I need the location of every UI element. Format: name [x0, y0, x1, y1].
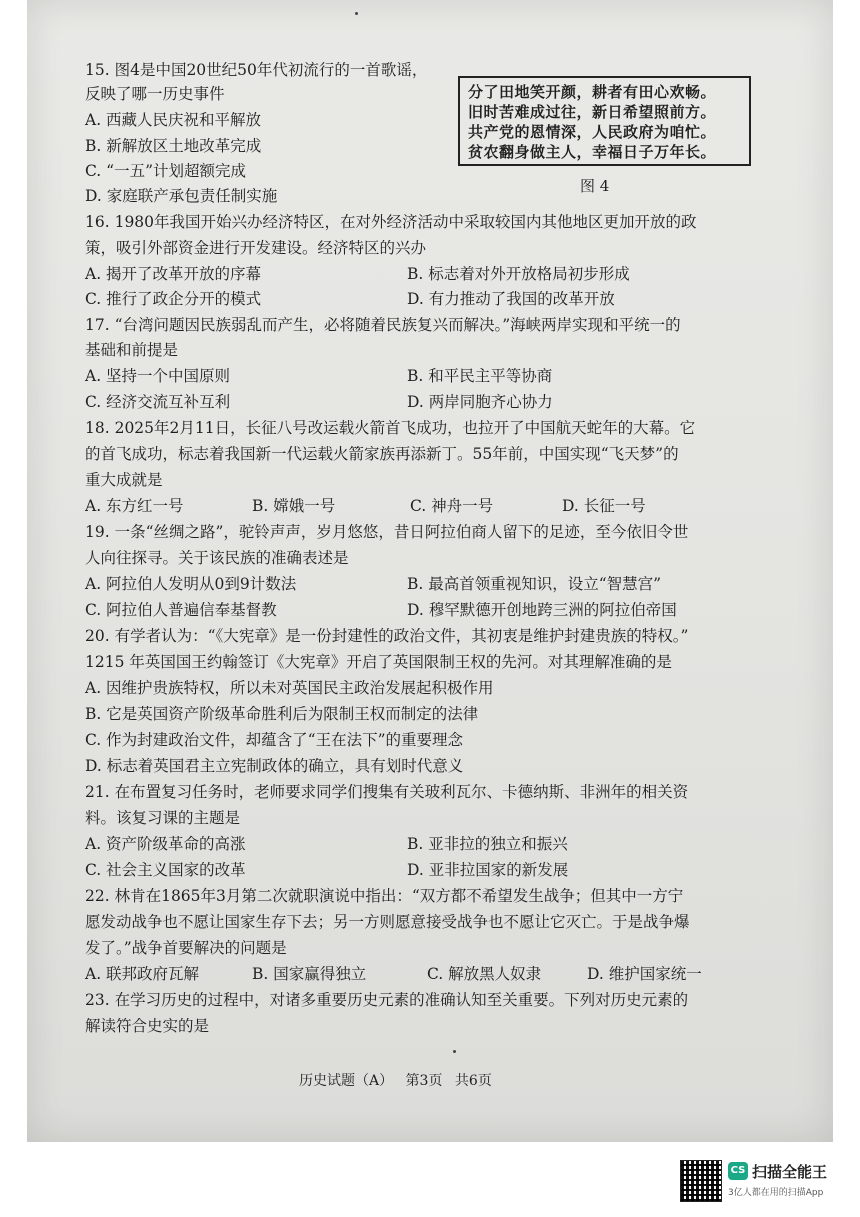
q18-stem-line2: 的首飞成功，标志着我国新一代运载火箭家族再添新丁。55年前，中国实现“飞天梦”的 — [85, 445, 679, 463]
q20-stem-line2: 1215 年英国国王约翰签订《大宪章》开启了英国限制王权的先河。对其理解准确的是 — [85, 653, 672, 671]
folk-song-box — [458, 76, 751, 166]
q21-option-a: A. 资产阶级革命的高涨 — [85, 835, 246, 853]
q20-option-b: B. 它是英国资产阶级革命胜利后为限制王权而制定的法律 — [85, 705, 479, 723]
q17-stem-line1: 17. “台湾问题因民族弱乱而产生，必将随着民族复兴而解决。”海峡两岸实现和平统一的 — [85, 316, 681, 334]
q22-stem-line1: 22. 林肯在1865年3月第二次就职演说中指出：“双方都不希望发生战争；但其中一方宁 — [85, 887, 684, 905]
camscanner-logo-icon: CS — [728, 1162, 748, 1180]
q20-option-d: D. 标志着英国君主立宪制政体的确立，具有划时代意义 — [85, 757, 464, 775]
q20-stem-line1: 20. 有学者认为：“《大宪章》是一份封建性的政治文件，其初衷是维护封建贵族的特权。” — [85, 627, 689, 645]
q20-option-c: C. 作为封建政治文件，却蕴含了“王在法下”的重要理念 — [85, 731, 464, 749]
scanner-watermark — [680, 1160, 840, 1204]
q18-option-d: D. 长征一号 — [562, 497, 646, 515]
q21-option-d: D. 亚非拉国家的新发展 — [407, 861, 569, 879]
figure-caption: 图 4 — [580, 177, 610, 195]
q16-option-a: A. 揭开了改革开放的序幕 — [85, 265, 262, 283]
q16-option-d: D. 有力推动了我国的改革开放 — [407, 290, 615, 308]
q19-stem-line2: 人向往探寻。关于该民族的准确表述是 — [85, 549, 349, 567]
watermark-tagline: 3亿人都在用的扫描App — [728, 1188, 824, 1198]
q19-option-b: B. 最高首领重视知识，设立“智慧宫” — [407, 575, 662, 593]
q21-stem-line1: 21. 在布置复习任务时，老师要求同学们搜集有关玻利瓦尔、卡德纳斯、非洲年的相关资 — [85, 783, 689, 801]
q21-stem-line2: 料。该复习课的主题是 — [85, 809, 241, 827]
q19-stem-line1: 19. 一条“丝绸之路”，驼铃声声，岁月悠悠，昔日阿拉伯商人留下的足迹，至今依旧令世 — [85, 523, 689, 541]
q23-stem-line1: 23. 在学习历史的过程中，对诸多重要历史元素的准确认知至关重要。下列对历史元素的 — [85, 991, 689, 1009]
q17-option-c: C. 经济交流互补互利 — [85, 393, 231, 411]
poem-line: 共产党的恩情深，人民政府为咱忙。 — [468, 123, 717, 141]
q22-stem-line3: 发了。”战争首要解决的问题是 — [85, 939, 287, 957]
q17-option-a: A. 坚持一个中国原则 — [85, 367, 231, 385]
q15-stem-line1: 15. 图4是中国20世纪50年代初流行的一首歌谣， — [85, 61, 428, 79]
q17-option-b: B. 和平民主平等协商 — [407, 367, 553, 385]
q19-option-c: C. 阿拉伯人普遍信奉基督教 — [85, 601, 277, 619]
q17-stem-line2: 基础和前提是 — [85, 341, 179, 359]
q18-stem-line3: 重大成就是 — [85, 471, 163, 489]
q15-option-b: B. 新解放区土地改革完成 — [85, 137, 262, 155]
q23-stem-line2: 解读符合史实的是 — [85, 1017, 210, 1035]
poem-line: 贫农翻身做主人，幸福日子万年长。 — [468, 143, 717, 161]
q18-option-a: A. 东方红一号 — [85, 497, 184, 515]
q19-option-a: A. 阿拉伯人发明从0到9计数法 — [85, 575, 297, 593]
q15-option-d: D. 家庭联产承包责任制实施 — [85, 187, 278, 205]
q17-option-d: D. 两岸同胞齐心协力 — [407, 393, 553, 411]
q22-option-c: C. 解放黑人奴隶 — [427, 965, 542, 983]
q22-option-b: B. 国家赢得独立 — [252, 965, 367, 983]
q18-option-b: B. 嫦娥一号 — [252, 497, 336, 515]
q21-option-c: C. 社会主义国家的改革 — [85, 861, 246, 879]
poem-line: 旧时苦难成过往，新日希望照前方。 — [468, 103, 717, 121]
q16-option-c: C. 推行了政企分开的模式 — [85, 290, 262, 308]
exam-page — [27, 0, 833, 1142]
page-footer: 历史试题（A） 第3页 共6页 — [299, 1073, 492, 1089]
q19-option-d: D. 穆罕默德开创地跨三洲的阿拉伯帝国 — [407, 601, 677, 619]
q22-option-d: D. 维护国家统一 — [587, 965, 702, 983]
q21-option-b: B. 亚非拉的独立和振兴 — [407, 835, 568, 853]
q15-stem-line2: 反映了哪一历史事件 — [85, 85, 225, 103]
q22-stem-line2: 愿发动战争也不愿让国家生存下去；另一方则愿意接受战争也不愿让它灭亡。于是战争爆 — [85, 913, 690, 931]
q22-option-a: A. 联邦政府瓦解 — [85, 965, 200, 983]
q16-stem-line1: 16. 1980年我国开始兴办经济特区，在对外经济活动中采取较国内其他地区更加开放的政 — [85, 213, 697, 231]
qr-code-icon — [680, 1160, 722, 1202]
q16-stem-line2: 策，吸引外部资金进行开发建设。经济特区的兴办 — [85, 239, 427, 257]
q18-option-c: C. 神舟一号 — [410, 497, 494, 515]
q15-option-c: C. “一五”计划超额完成 — [85, 162, 247, 180]
q16-option-b: B. 标志着对外开放格局初步形成 — [407, 265, 630, 283]
q18-stem-line1: 18. 2025年2月11日，长征八号改运载火箭首飞成功，也拉开了中国航天蛇年的大幕。它 — [85, 419, 696, 437]
poem-line: 分了田地笑开颜，耕者有田心欢畅。 — [468, 83, 717, 101]
watermark-brand: 扫描全能王 — [752, 1163, 828, 1181]
q15-option-a: A. 西藏人民庆祝和平解放 — [85, 111, 262, 129]
q20-option-a: A. 因维护贵族特权，所以未对英国民主政治发展起积极作用 — [85, 679, 494, 697]
